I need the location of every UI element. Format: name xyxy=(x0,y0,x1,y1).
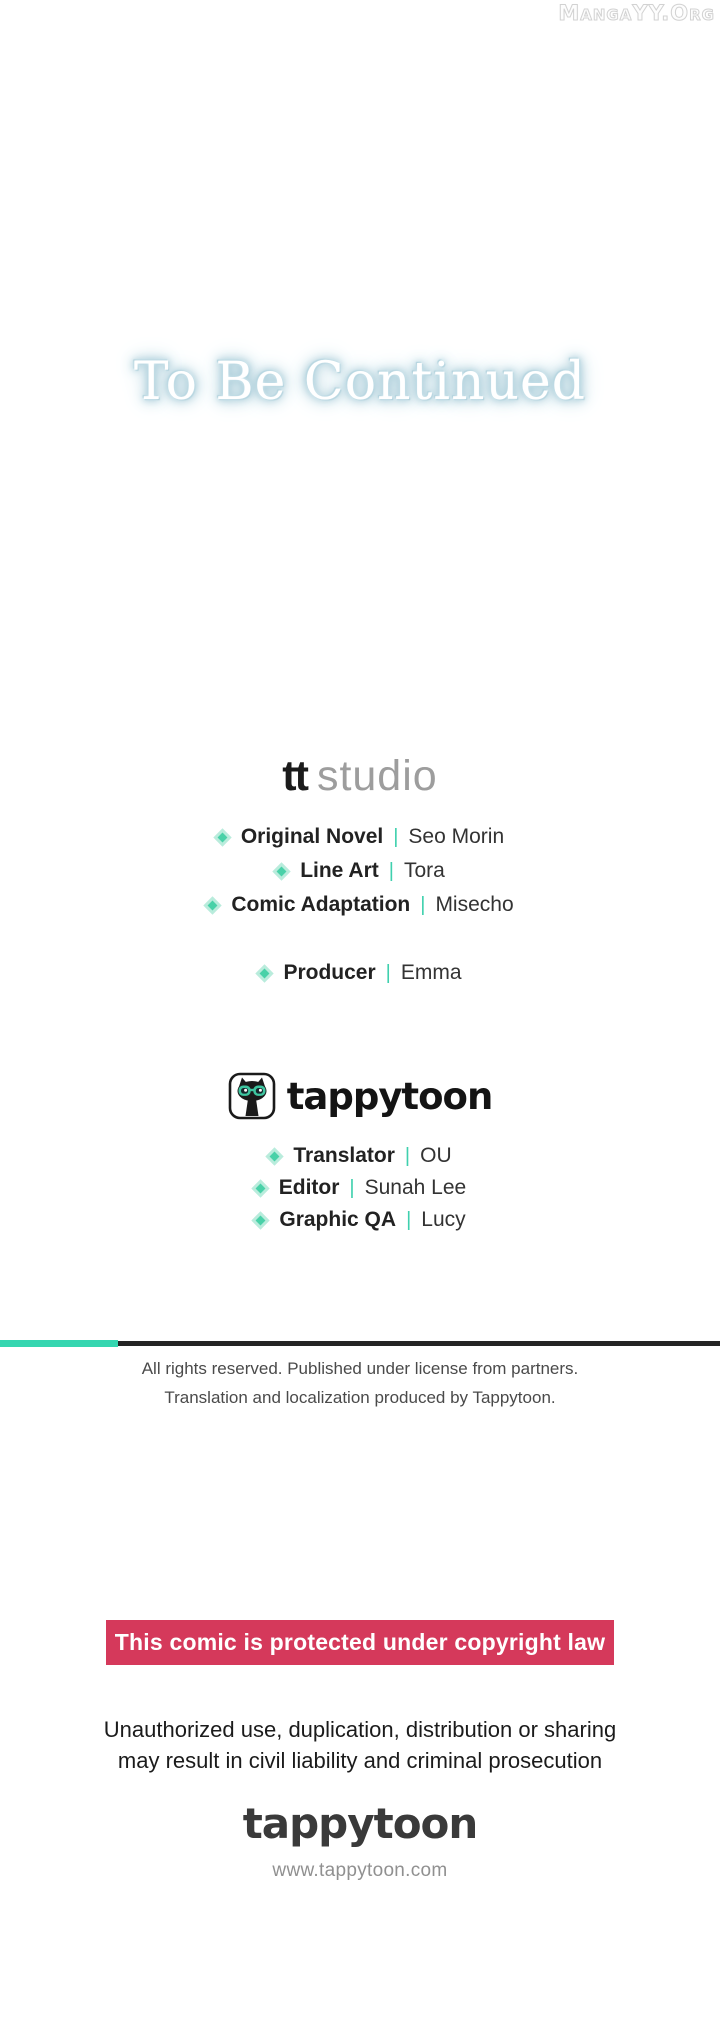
warning-line-2: may result in civil liability and criminal prosecution xyxy=(117,1748,603,1773)
diamond-bullet-icon xyxy=(204,896,222,914)
diamond-bullet-icon xyxy=(213,828,231,846)
license-text xyxy=(0,1354,720,1412)
credit-value: OU xyxy=(420,1144,452,1167)
diamond-bullet-icon xyxy=(252,1211,270,1229)
section-divider xyxy=(0,1340,720,1348)
tappytoon-wordmark: tappytoon xyxy=(286,1074,493,1118)
copyright-banner: This comic is protected under copyright law xyxy=(106,1620,614,1665)
pipe-separator: | xyxy=(393,825,399,848)
license-line-2: Translation and localization produced by Tappytoon. xyxy=(164,1388,556,1407)
producer-block xyxy=(0,956,720,990)
tappytoon-logo xyxy=(0,1072,720,1120)
tt-studio-logo xyxy=(0,752,720,801)
credit-value: Emma xyxy=(400,961,462,984)
copyright-warning xyxy=(0,1714,720,1776)
credit-label: Original Novel xyxy=(240,825,384,848)
credit-row-graphic-qa xyxy=(0,1204,720,1236)
credit-label: Editor xyxy=(278,1176,340,1199)
credit-row-comic-adaptation xyxy=(0,888,720,922)
credit-label: Producer xyxy=(283,961,376,984)
credit-value: Misecho xyxy=(435,893,514,916)
pipe-separator: | xyxy=(406,1208,412,1231)
credit-value: Lucy xyxy=(421,1208,466,1231)
credit-row-translator xyxy=(0,1140,720,1172)
site-watermark: MangaYY.Org xyxy=(558,1,715,25)
diamond-bullet-icon xyxy=(251,1179,269,1197)
tappytoon-cat-icon xyxy=(228,1072,276,1120)
credits-primary xyxy=(0,820,720,922)
credit-value: Sunah Lee xyxy=(364,1176,467,1199)
credit-label: Translator xyxy=(293,1144,395,1167)
license-line-1: All rights reserved. Published under license from partners. xyxy=(141,1359,579,1378)
credits-secondary xyxy=(0,1140,720,1236)
credit-label: Comic Adaptation xyxy=(231,893,411,916)
footer-url[interactable]: www.tappytoon.com xyxy=(272,1860,448,1881)
pipe-separator: | xyxy=(404,1144,411,1167)
credit-row-editor xyxy=(0,1172,720,1204)
credit-row-producer xyxy=(0,956,720,990)
to-be-continued-text: To Be Continued xyxy=(133,352,587,412)
pipe-separator: | xyxy=(385,961,391,984)
pipe-separator: | xyxy=(349,1176,355,1199)
pipe-separator: | xyxy=(388,859,394,882)
tt-studio-logo-rest: studio xyxy=(316,752,438,800)
pipe-separator: | xyxy=(420,893,426,916)
warning-line-1: Unauthorized use, duplication, distribution or sharing xyxy=(103,1717,617,1742)
diamond-bullet-icon xyxy=(272,862,290,880)
divider-teal-segment xyxy=(0,1340,118,1347)
credit-row-line-art xyxy=(0,854,720,888)
credit-value: Tora xyxy=(403,859,445,882)
credit-value: Seo Morin xyxy=(408,825,505,848)
diamond-bullet-icon xyxy=(266,1147,284,1165)
tt-studio-logo-bold: tt xyxy=(282,752,307,800)
diamond-bullet-icon xyxy=(256,964,274,982)
footer-tappytoon-wordmark: tappytoon xyxy=(242,1799,478,1848)
credit-label: Line Art xyxy=(300,859,379,882)
credit-label: Graphic QA xyxy=(279,1208,397,1231)
credit-row-original-novel xyxy=(0,820,720,854)
